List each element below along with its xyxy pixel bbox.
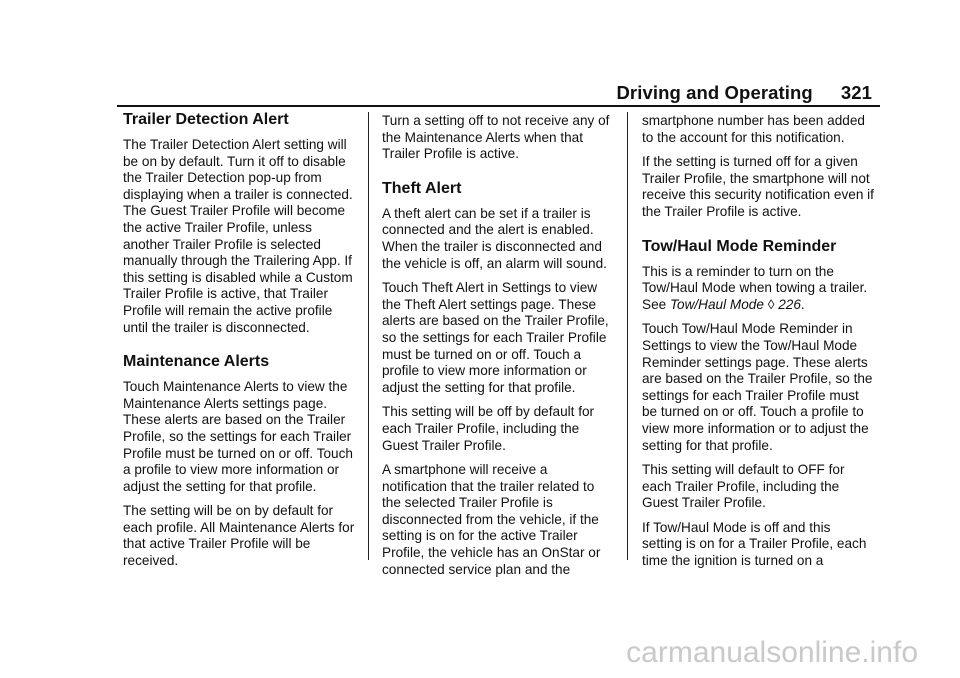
paragraph: The setting will be on by default for each profile. All Maintenance Alerts for that active Trailer Profile will be received. (123, 503, 355, 569)
paragraph: Turn a setting off to not receive any of the Maintenance Alerts when that Trailer Profile is active. (382, 113, 610, 162)
watermark: carmanualsonline.info (626, 636, 918, 669)
heading-theft-alert: Theft Alert (382, 179, 462, 197)
page-ref-icon: ◊ (767, 296, 775, 312)
paragraph: Touch Theft Alert in Settings to view the Theft Alert settings page. These alerts are based on the Trailer Profile, so the settings for each Trailer Profile must be turned on or off. Touch a profile to view more information or adjust the setting for that profile. (382, 280, 609, 395)
column-divider (368, 112, 369, 560)
column-3 (642, 113, 874, 578)
column-2 (382, 113, 614, 586)
heading-tow-haul-mode-reminder: Tow/Haul Mode Reminder (642, 237, 837, 255)
column-divider (627, 112, 628, 560)
cross-reference-page[interactable]: 226 (778, 296, 801, 312)
paragraph: If Tow/Haul Mode is off and this setting is on for a Trailer Profile, each time the ignition is turned on a (642, 519, 867, 569)
column-1 (123, 110, 355, 578)
heading-maintenance-alerts: Maintenance Alerts (123, 353, 270, 371)
section-title: Driving and Operating (616, 82, 813, 103)
paragraph: A smartphone will receive a notification that the trailer related to the selected Trailer Profile is disconnected from the vehicle, if the setting is on for the active Trailer Profile, the vehicle has an OnStar or connected service plan and the (382, 462, 601, 577)
paragraph: If the setting is turned off for a given Trailer Profile, the smartphone will not receive this security notification even if the Trailer Profile is active. (642, 154, 874, 219)
paragraph: Touch Tow/Haul Mode Reminder in Settings to view the Tow/Haul Mode Reminder settings page. These alerts are based on the Trailer Profile, so the settings for each Trailer Profile must be turned on or off. Touch a profile to view more information or to adjust the setting for that profile. (642, 321, 873, 453)
header-rule (117, 105, 880, 107)
paragraph: This setting will be off by default for each Trailer Profile, including the Guest Trailer Profile. (382, 404, 595, 453)
cross-reference-link[interactable]: Tow/Haul Mode (669, 296, 764, 312)
paragraph-with-reference: This is a reminder to turn on the Tow/Haul Mode when towing a trailer. See Tow/Haul Mode ◊ 226. (642, 263, 868, 312)
paragraph: The Trailer Detection Alert setting will be on by default. Turn it off to disable the Trailer Detection pop-up from displaying when a trailer is connected. The Guest Trailer Profile will become the active Trailer Profile, unless another Trailer Profile is selected manually through the Trailering App. If this setting is disabled while a Custom Trailer Profile is active, that Trailer Profile will remain the active profile until the trailer is disconnected. (123, 137, 353, 335)
paragraph: This setting will default to OFF for each Trailer Profile, including the Guest Trailer Profile. (642, 462, 845, 511)
heading-trailer-detection-alert: Trailer Detection Alert (123, 111, 289, 128)
page-header (616, 82, 872, 104)
paragraph: A theft alert can be set if a trailer is connected and the alert is enabled. When the trailer is disconnected and the vehicle is off, an alarm will sound. (382, 205, 607, 271)
paragraph: smartphone number has been added to the account for this notification. (642, 113, 865, 145)
page-number: 321 (840, 82, 872, 103)
paragraph: Touch Maintenance Alerts to view the Maintenance Alerts settings page. These alerts are based on the Trailer Profile, so the settings for each Trailer Profile must be turned on or off. Touch a profile to view more information or adjust the setting for that profile. (123, 379, 353, 494)
